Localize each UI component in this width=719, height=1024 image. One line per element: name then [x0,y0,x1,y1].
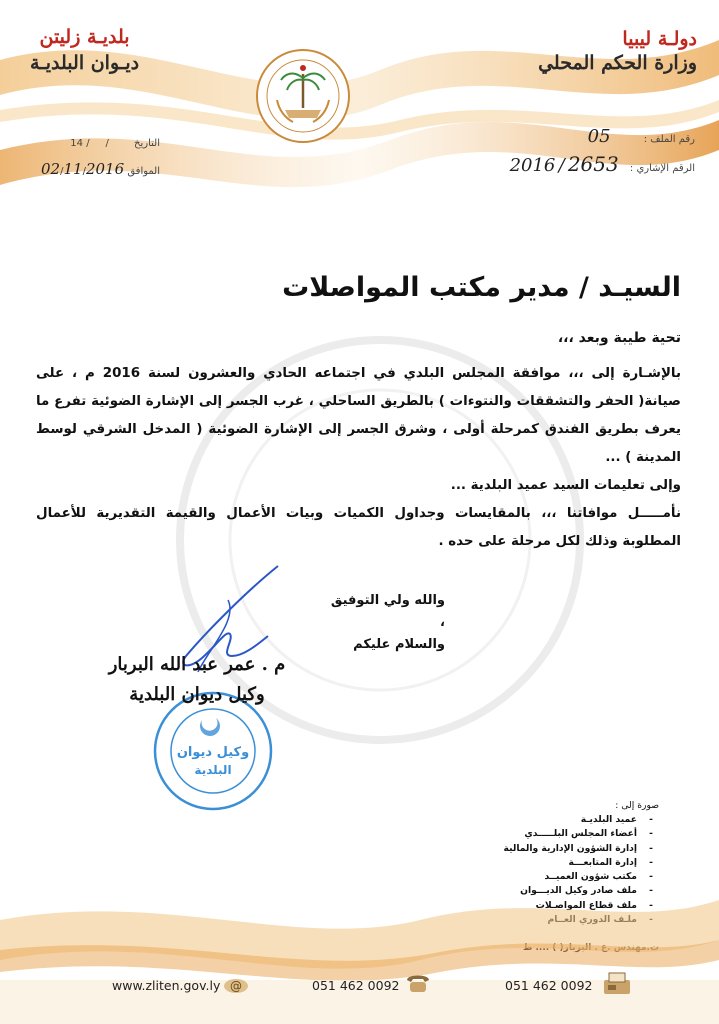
signature-block [92,650,302,710]
municipality-seal-logo [255,48,351,144]
copy-item: - ملف صادر وكيل الديـــوان [489,884,659,898]
reference-number-field: الرقم الإشاري : 2653 / 2016 [509,152,695,176]
office-name: ديـوان البلديـة [30,52,140,74]
hijri-label: الموافق [127,166,160,177]
date-field: التاريخ / / 14 [70,138,160,149]
paragraph-3: نأمـــــل موافاتنا ،،، بالمقايسات وجداول الكميات وبيات الأعمال والقيمة التقديرية للأعمال المطلوبة وذلك لكل مرحلة على حده . [36,506,681,549]
municipality-name: بلديـة زليتن [39,26,130,48]
footer-wave-decoration [0,880,719,1024]
letter-body [36,360,681,556]
at-sign-icon [222,972,250,996]
ministry-name: وزارة الحكم المحلي [538,52,697,74]
footer-phone-1: 051 462 0092 [312,978,400,993]
greeting: تحية طيبة وبعد ،،، [557,330,681,346]
ref-value: 2653 [567,152,619,176]
closing-line-1: والله ولي التوفيق ، [330,593,445,630]
signer-title: وكيل ديوان البلدية [129,684,265,705]
ref-label: الرقم الإشاري : [629,163,695,174]
stamp-line-2: البلدية [194,763,232,777]
copy-item: - إدارة المتابعـــة [489,856,659,870]
gregorian-date-field: الموافق 02/11/2016 [41,160,160,178]
header-left-block [30,26,139,74]
letter-title: السيـد / مدير مكتب المواصلات [282,272,681,303]
greg-day: 02 [41,160,61,178]
state-name: دولـة ليبيا [622,28,697,50]
date-label: التاريخ [134,138,160,149]
copies-heading: صورة إلى : [615,800,659,811]
greg-month: 11 [63,160,83,178]
closing-block [325,590,445,656]
copy-item: - إدارة الشؤون الإدارية والمالية [489,842,659,856]
paragraph-1: بالإشـارة إلى ،،، موافقة المجلس البلدي في اجتماعه الحادي والعشرون لسنة 2016 م ، على صيانة( الحفر والتشققات والنتوءات ) بالطريق الساحلي ، غرب الجسر إلى الإشارة الضوئية تفرع ما يعرف بطريق الفندق كمرحلة أولى ، وشرق الجسر إلى الإشارة الضوئية ( المدخل الشرقي لوسط المدينة ) ... [36,366,681,465]
copy-item: - أعضاء المجلس البلـــــدي [489,827,659,841]
ref-year: 2016 [509,155,556,176]
svg-text:@: @ [230,979,242,993]
telephone-icon [403,970,433,996]
greg-year: 2016 [85,160,125,178]
paragraph-2: وإلى تعليمات السيد عميد البلدية ... [450,478,681,493]
copy-item: - عميد البلديـة [489,813,659,827]
file-number-field [588,126,695,147]
file-label: رقم الملف : [643,134,695,145]
date-value: 14 [70,138,84,149]
copy-item: - ملف قطاع المواصـلات [489,899,659,913]
header-right-block [538,28,697,74]
copy-item: - مكتب شؤون العميــد [489,870,659,884]
closing-line-2: والسلام عليكم [353,637,445,652]
signer-name: م . عمر عبد الله البربار [108,654,286,675]
footer-phone-2: 051 462 0092 [505,978,593,993]
file-value: 05 [587,126,611,147]
footer-website[interactable]: www.zliten.gov.ly [112,978,221,993]
stamp-line-1: وكيل ديوان [176,745,250,760]
fax-icon [600,970,634,998]
